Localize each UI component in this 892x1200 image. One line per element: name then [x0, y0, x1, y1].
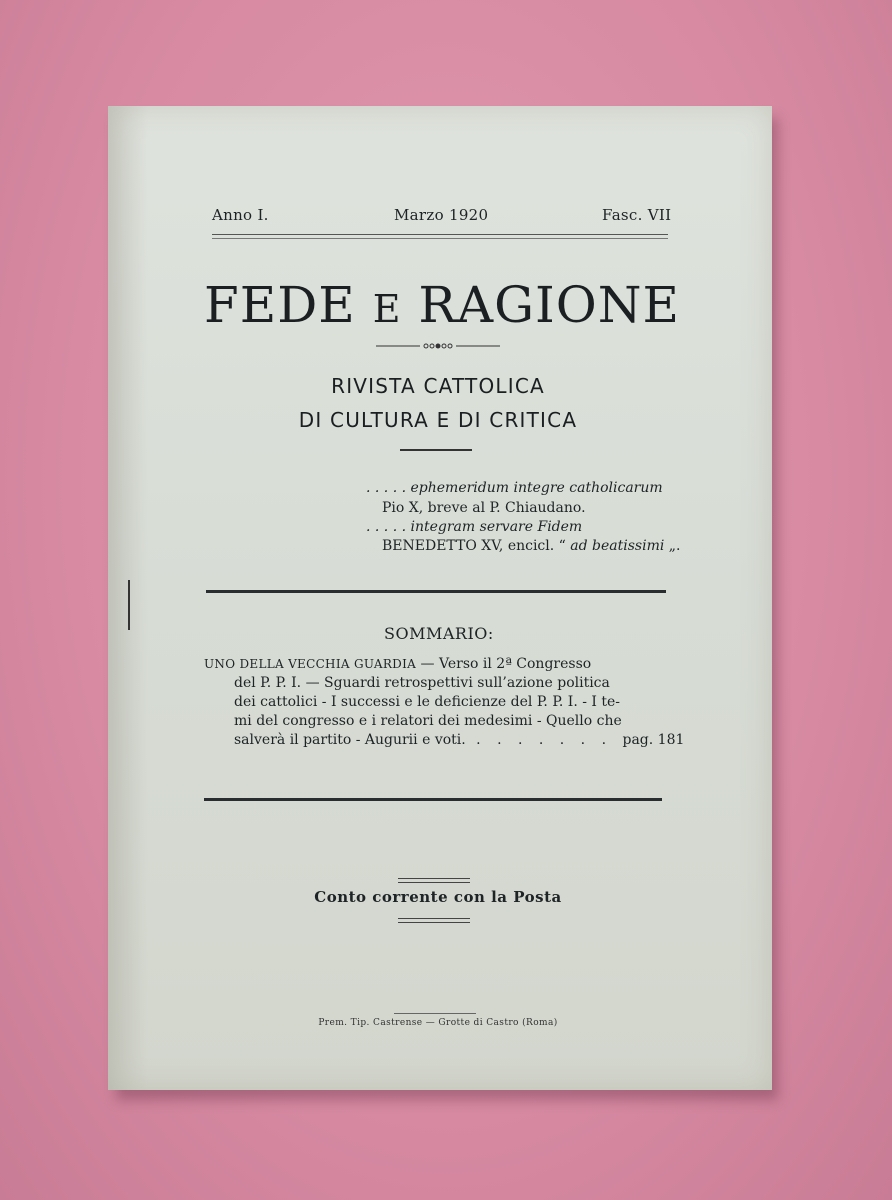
- printer-imprint: Prem. Tip. Castrense — Grotte di Castro (Roma): [318, 1018, 558, 1028]
- summary-line-2: del P. P. I. — Sguardi retrospettivi sull’azione politica: [234, 675, 610, 691]
- magazine-title: [204, 276, 681, 334]
- subtitle-rule: [400, 449, 472, 451]
- issue-year: Anno I.: [212, 206, 269, 224]
- summary-author: UNO DELLA VECCHIA GUARDIA: [204, 657, 417, 671]
- issue-number: Fasc. VII: [602, 206, 672, 224]
- summary-line-4: mi del congresso e i relatori dei medesimi - Quello che: [234, 713, 622, 729]
- summary-heading: SOMMARIO:: [384, 624, 494, 643]
- title-word-2: RAGIONE: [418, 276, 681, 334]
- epigraph-quote-1: . . . . . ephemeridum integre catholicarum: [366, 480, 663, 496]
- summary-line-1: UNO DELLA VECCHIA GUARDIA — Verso il 2ª Congresso: [204, 656, 592, 672]
- title-ornament: [376, 342, 500, 350]
- section-rule-bottom: [204, 798, 662, 801]
- issue-date: Marzo 1920: [394, 206, 489, 224]
- staple: [128, 580, 130, 630]
- title-conjunction: E: [372, 287, 402, 331]
- magazine-cover: [108, 106, 772, 1090]
- subtitle-line-1: RIVISTA CATTOLICA: [331, 374, 545, 398]
- printer-rule: [394, 1013, 476, 1014]
- summary-page: pag. 181: [622, 732, 685, 748]
- summary-line-5: salverà il partito - Augurii e voti. . . . . . . . pag. 181: [234, 732, 685, 748]
- section-rule-top: [206, 590, 666, 593]
- title-word-1: FEDE: [204, 276, 356, 334]
- conto-corrente-text: Conto corrente con la Posta: [314, 888, 562, 906]
- epigraph-quote-2: . . . . . integram servare Fidem: [366, 519, 583, 535]
- header-rule: [212, 234, 668, 239]
- summary-line-3: dei cattolici - I successi e le deficienze del P. P. I. - I te-: [234, 694, 621, 710]
- subtitle-line-2: DI CULTURA E DI CRITICA: [298, 408, 578, 432]
- epigraph-source-1: Pio X, breve al P. Chiaudano.: [382, 500, 586, 516]
- conto-rule-top: [398, 878, 470, 883]
- epigraph-source-2: BENEDETTO XV, encicl. “ ad beatissimi „.: [382, 538, 681, 554]
- conto-rule-bottom: [398, 918, 470, 923]
